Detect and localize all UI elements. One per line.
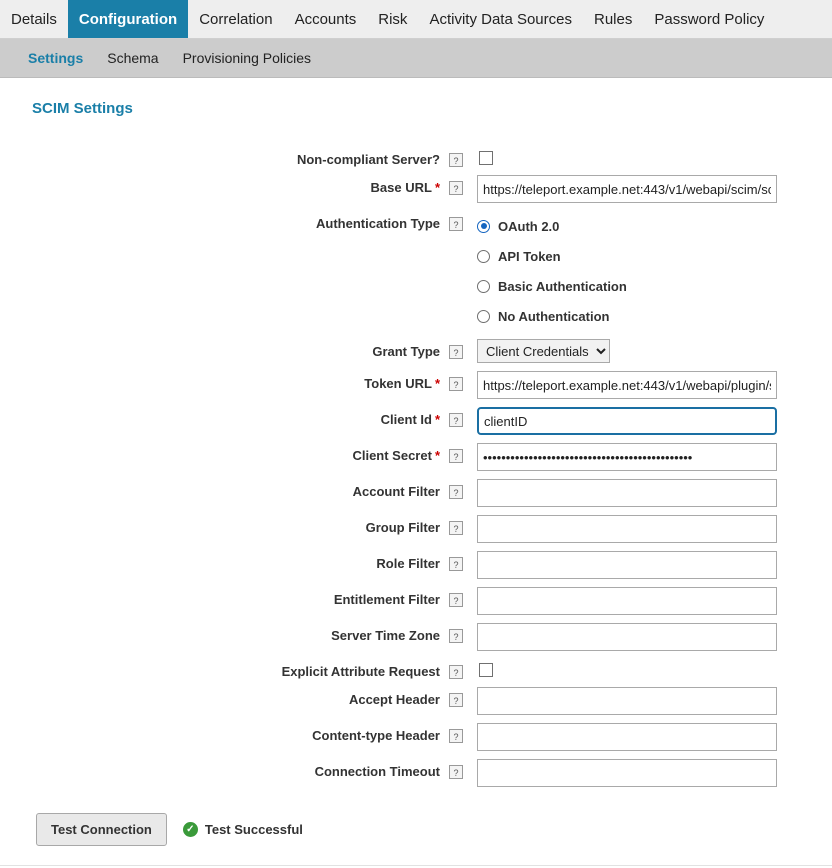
tab-risk[interactable]: Risk bbox=[378, 10, 408, 28]
field-row-accept-header bbox=[0, 687, 832, 715]
help-icon-authentication-type[interactable]: ? bbox=[449, 217, 463, 231]
help-icon-client-id[interactable]: ? bbox=[449, 413, 463, 427]
connection-status bbox=[183, 822, 303, 837]
help-icon-content-type-header[interactable]: ? bbox=[449, 729, 463, 743]
field-row-client-secret bbox=[0, 443, 832, 471]
field-row-server-time-zone bbox=[0, 623, 832, 651]
radio-icon-api-token bbox=[477, 250, 490, 263]
field-row-authentication-type bbox=[0, 211, 832, 331]
page-title: SCIM Settings bbox=[32, 100, 133, 117]
form-footer bbox=[0, 795, 832, 846]
group-filter-input[interactable] bbox=[477, 515, 777, 543]
label-account-filter: Account Filter bbox=[352, 484, 440, 499]
client-secret-input[interactable] bbox=[477, 443, 777, 471]
tab-password-policy[interactable]: Password Policy bbox=[654, 10, 765, 28]
label-server-time-zone: Server Time Zone bbox=[331, 628, 440, 643]
field-row-grant-type bbox=[0, 339, 832, 363]
field-row-client-id bbox=[0, 407, 832, 435]
help-icon-account-filter[interactable]: ? bbox=[449, 485, 463, 499]
required-marker-token-url: * bbox=[434, 376, 440, 391]
label-explicit-attribute-request: Explicit Attribute Request bbox=[281, 664, 440, 679]
label-accept-header: Accept Header bbox=[348, 692, 440, 707]
radio-option-oauth2[interactable] bbox=[477, 211, 627, 241]
field-row-content-type-header bbox=[0, 723, 832, 751]
radio-option-no-authentication[interactable] bbox=[477, 301, 627, 331]
help-icon-role-filter[interactable]: ? bbox=[449, 557, 463, 571]
required-marker-base-url: * bbox=[434, 180, 440, 195]
checkbox-explicit-attribute-request[interactable] bbox=[479, 663, 493, 677]
field-row-base-url bbox=[0, 175, 832, 203]
help-icon-connection-timeout[interactable]: ? bbox=[449, 765, 463, 779]
tab-correlation[interactable]: Correlation bbox=[199, 10, 273, 28]
help-icon-server-time-zone[interactable]: ? bbox=[449, 629, 463, 643]
client-id-input[interactable] bbox=[477, 407, 777, 435]
field-row-role-filter bbox=[0, 551, 832, 579]
accept-header-input[interactable] bbox=[477, 687, 777, 715]
radio-option-api-token[interactable] bbox=[477, 241, 627, 271]
radio-icon-basic-authentication bbox=[477, 280, 490, 293]
radio-label-api-token: API Token bbox=[498, 248, 561, 264]
radio-label-no-authentication: No Authentication bbox=[498, 308, 610, 324]
required-marker-client-id: * bbox=[434, 412, 440, 427]
field-row-non-compliant-server bbox=[0, 147, 832, 167]
label-client-id bbox=[0, 407, 440, 427]
label-grant-type: Grant Type bbox=[372, 344, 440, 359]
required-marker-client-secret: * bbox=[434, 448, 440, 463]
base-url-input[interactable] bbox=[477, 175, 777, 203]
field-row-explicit-attribute-request bbox=[0, 659, 832, 679]
label-connection-timeout: Connection Timeout bbox=[314, 764, 440, 779]
label-non-compliant-server: Non-compliant Server? bbox=[296, 152, 440, 167]
checkbox-non-compliant-server[interactable] bbox=[479, 151, 493, 165]
radio-icon-oauth2 bbox=[477, 220, 490, 233]
primary-tab-bar bbox=[0, 0, 832, 39]
label-client-secret bbox=[0, 443, 440, 463]
help-icon-non-compliant-server[interactable]: ? bbox=[449, 153, 463, 167]
subtab-provisioning-policies[interactable]: Provisioning Policies bbox=[182, 50, 311, 66]
help-icon-entitlement-filter[interactable]: ? bbox=[449, 593, 463, 607]
help-icon-explicit-attribute-request[interactable]: ? bbox=[449, 665, 463, 679]
status-badge: Test Successful bbox=[204, 822, 303, 837]
field-row-group-filter bbox=[0, 515, 832, 543]
help-icon-accept-header[interactable]: ? bbox=[449, 693, 463, 707]
help-icon-token-url[interactable]: ? bbox=[449, 377, 463, 391]
connection-timeout-input[interactable] bbox=[477, 759, 777, 787]
label-token-url-text: Token URL bbox=[364, 376, 432, 391]
radio-label-oauth2: OAuth 2.0 bbox=[498, 218, 560, 234]
label-client-secret-text: Client Secret bbox=[352, 448, 432, 463]
check-circle-icon: ✓ bbox=[183, 822, 198, 837]
grant-type-select[interactable] bbox=[477, 339, 610, 363]
tab-details[interactable]: Details bbox=[11, 10, 57, 28]
help-icon-group-filter[interactable]: ? bbox=[449, 521, 463, 535]
label-entitlement-filter: Entitlement Filter bbox=[333, 592, 440, 607]
server-time-zone-input[interactable] bbox=[477, 623, 777, 651]
help-icon-grant-type[interactable]: ? bbox=[449, 345, 463, 359]
tab-accounts[interactable]: Accounts bbox=[294, 10, 357, 28]
label-group-filter: Group Filter bbox=[365, 520, 440, 535]
tab-activity-data-sources[interactable]: Activity Data Sources bbox=[429, 10, 572, 28]
field-row-account-filter bbox=[0, 479, 832, 507]
secondary-tab-bar bbox=[0, 39, 832, 78]
radio-option-basic-authentication[interactable] bbox=[477, 271, 627, 301]
label-client-id-text: Client Id bbox=[380, 412, 432, 427]
test-connection-button[interactable]: Test Connection bbox=[36, 813, 167, 846]
subtab-schema[interactable]: Schema bbox=[107, 50, 159, 66]
label-role-filter: Role Filter bbox=[376, 556, 440, 571]
content-type-header-input[interactable] bbox=[477, 723, 777, 751]
bottom-divider bbox=[0, 865, 832, 866]
token-url-input[interactable] bbox=[477, 371, 777, 399]
role-filter-input[interactable] bbox=[477, 551, 777, 579]
field-row-connection-timeout bbox=[0, 759, 832, 787]
radio-icon-no-authentication bbox=[477, 310, 490, 323]
subtab-settings[interactable]: Settings bbox=[28, 50, 84, 66]
help-icon-client-secret[interactable]: ? bbox=[449, 449, 463, 463]
label-token-url bbox=[0, 371, 440, 391]
label-content-type-header: Content-type Header bbox=[312, 728, 440, 743]
help-icon-base-url[interactable]: ? bbox=[449, 181, 463, 195]
account-filter-input[interactable] bbox=[477, 479, 777, 507]
field-row-token-url bbox=[0, 371, 832, 399]
label-base-url-text: Base URL bbox=[370, 180, 432, 195]
label-base-url bbox=[0, 175, 440, 195]
label-authentication-type: Authentication Type bbox=[316, 216, 440, 231]
scim-settings-form bbox=[0, 117, 832, 787]
entitlement-filter-input[interactable] bbox=[477, 587, 777, 615]
radio-label-basic-authentication: Basic Authentication bbox=[498, 278, 627, 294]
field-row-entitlement-filter bbox=[0, 587, 832, 615]
tab-configuration[interactable]: Configuration bbox=[68, 0, 188, 38]
tab-rules[interactable]: Rules bbox=[594, 10, 633, 28]
